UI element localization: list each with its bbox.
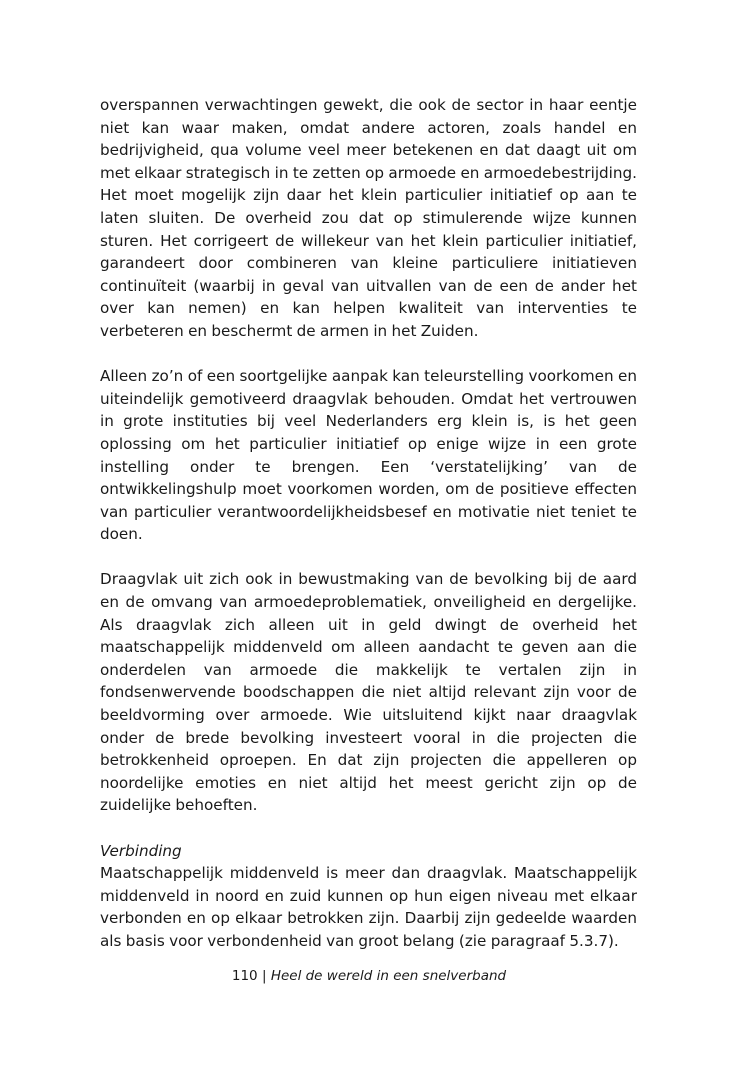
paragraph-3: Draagvlak uit zich ook in bewustmaking van de bevolking bij de aard en de omvang van armoedeproblematiek, onveiligheid en dergelijke. Als draagvlak zich alleen uit in geld dwingt de overheid het maatschappelijk middenveld om alleen aandacht te geven aan die onderdelen van armoede die makkelijk te vertalen zijn in fondsenwervende boodschappen die niet altijd relevant zijn voor de beeldvorming over armoede. Wie uitsluitend kijkt naar draagvlak onder de brede bevolking investeert vooral in die projecten die betrokkenheid oproepen. En dat zijn projecten die appelleren op noordelijke emoties en niet altijd het meest gericht zijn op de zuidelijke behoeften.	[100, 570, 637, 815]
book-title: Heel de wereld in een snelverband	[270, 968, 507, 984]
footer-separator: |	[261, 968, 267, 984]
page-footer	[0, 966, 738, 986]
paragraph-4: Maatschappelijk middenveld is meer dan draagvlak. Maatschappelijk middenveld in noord en zuid kunnen op hun eigen niveau met elkaar verbonden en op elkaar betrokken zijn. Daarbij zijn gedeelde waarden als basis voor verbondenheid van groot belang (zie paragraaf 5.3.7).	[100, 864, 637, 950]
paragraph-gap	[100, 817, 637, 840]
section-heading: Verbinding	[100, 841, 182, 860]
page-body	[100, 94, 637, 953]
paragraph-1: overspannen verwachtingen gewekt, die ook de sector in haar eentje niet kan waar maken, omdat andere actoren, zoals handel en bedrijvigheid, qua volume veel meer betekenen en dat daagt uit om met elkaar strategisch in te zetten op armoede en armoedebestrijding. Het moet mogelijk zijn daar het klein particulier initiatief op aan te laten sluiten. De overheid zou dat op stimulerende wijze kunnen sturen. Het corrigeert de willekeur van het klein particulier initiatief, garandeert door combineren van kleine particuliere initiatieven continuïteit (waarbij in geval van uitvallen van de een de ander het over kan nemen) en kan helpen kwaliteit van interventies te verbeteren en beschermt de armen in het Zuiden.	[100, 96, 637, 340]
paragraph-gap	[100, 343, 637, 366]
paragraph-gap	[100, 546, 637, 569]
page-number: 110	[231, 968, 258, 984]
paragraph-2: Alleen zo’n of een soortgelijke aanpak kan teleurstelling voorkomen en uiteindelijk gemotiveerd draagvlak behouden. Omdat het vertrouwen in grote instituties bij veel Nederlanders erg klein is, is het geen oplossing om het particulier initiatief op enige wijze in een grote instelling onder te brengen. Een ‘verstatelijking’ van de ontwikkelingshulp moet voorkomen worden, om de positieve effecten van particulier verantwoordelijkheidsbesef en motivatie niet teniet te doen.	[100, 367, 637, 544]
